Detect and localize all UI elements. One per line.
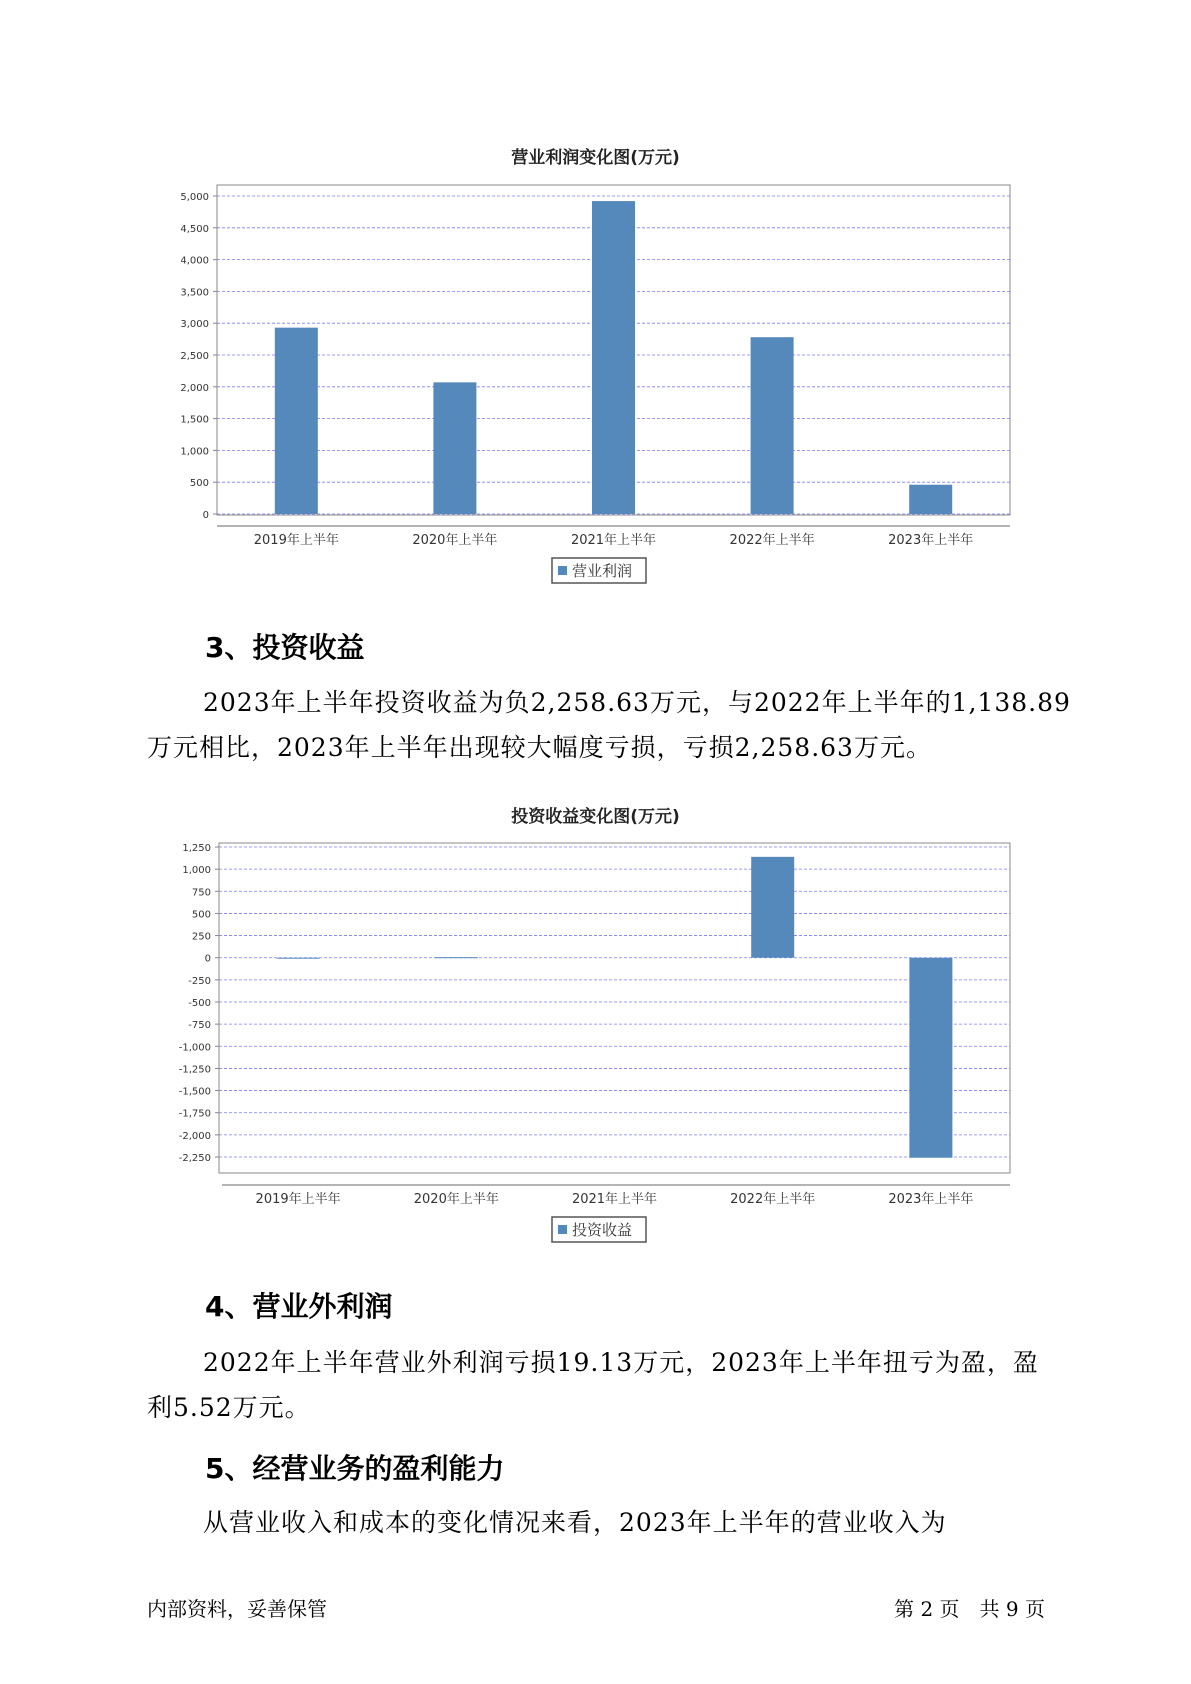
y-tick-label: -1,500	[178, 1086, 211, 1098]
y-tick-label: 1,000	[180, 446, 209, 458]
plot-frame	[219, 843, 1010, 1173]
chart1-title: 营业利润变化图(万元)	[511, 148, 680, 168]
y-tick-label: 1,500	[180, 414, 209, 426]
x-tick-label: 2021年上半年	[570, 533, 657, 548]
y-tick-label: 1,000	[182, 865, 211, 877]
heading-investment-income: 3、投资收益	[205, 631, 365, 664]
legend-label: 营业利润	[572, 562, 633, 580]
y-tick-label: 500	[191, 909, 211, 921]
y-tick-label: 3,500	[180, 287, 209, 299]
bar	[277, 958, 320, 959]
y-tick-label: 0	[204, 953, 211, 965]
legend-swatch	[558, 1225, 567, 1234]
bar	[435, 957, 478, 958]
y-tick-label: 4,000	[180, 255, 209, 267]
legend-label: 投资收益	[572, 1221, 633, 1239]
heading-non-operating-profit: 4、营业外利润	[205, 1290, 393, 1323]
x-tick-label: 2023年上半年	[888, 1192, 974, 1207]
paragraph-profitability	[147, 1500, 1077, 1545]
paragraph-line: 万元相比，2023年上半年出现较大幅度亏损，亏损2,258.63万元。	[147, 733, 932, 762]
x-tick-label: 2022年上半年	[730, 1192, 816, 1207]
y-tick-label: -2,000	[178, 1130, 211, 1142]
bar	[751, 857, 794, 958]
footer-page-number: 第 2 页 共 9 页	[894, 1597, 1045, 1621]
legend	[552, 1217, 646, 1242]
paragraph-line: 利5.52万元。	[147, 1393, 311, 1422]
y-tick-label: 750	[191, 887, 211, 899]
x-tick-label: 2019年上半年	[253, 533, 339, 548]
y-tick-label: 500	[189, 478, 209, 490]
y-tick-label: 4,500	[180, 223, 209, 235]
paragraph-line: 从营业收入和成本的变化情况来看，2023年上半年的营业收入为	[203, 1508, 947, 1537]
y-tick-label: -250	[188, 975, 211, 987]
x-tick-label: 2022年上半年	[729, 533, 815, 548]
y-tick-label: -500	[188, 998, 211, 1009]
heading-profitability: 5、经营业务的盈利能力	[205, 1452, 505, 1485]
y-tick-label: 2,500	[180, 351, 209, 362]
chart2-title: 投资收益变化图(万元)	[511, 807, 680, 827]
paragraph-line: 2023年上半年投资收益为负2,258.63万元，与2022年上半年的1,138.89	[203, 688, 1071, 717]
y-tick-label: 2,000	[180, 382, 209, 394]
y-tick-label: 0	[202, 510, 209, 521]
paragraph-non-operating-profit	[147, 1340, 1077, 1430]
x-tick-label: 2023年上半年	[888, 533, 974, 548]
y-tick-label: 5,000	[180, 192, 209, 203]
y-tick-label: 1,250	[182, 843, 211, 854]
y-tick-label: -2,250	[178, 1153, 211, 1164]
x-tick-label: 2020年上半年	[413, 1192, 499, 1207]
x-tick-label: 2021年上半年	[571, 1192, 658, 1207]
paragraph-line: 2022年上半年营业外利润亏损19.13万元，2023年上半年扭亏为盈，盈	[203, 1348, 1039, 1377]
bar	[909, 958, 952, 1158]
y-tick-label: -1,000	[178, 1042, 211, 1054]
y-tick-label: -750	[188, 1020, 211, 1032]
y-tick-label: 250	[191, 931, 211, 943]
y-tick-label: 3,000	[180, 319, 209, 331]
footer-confidential-note: 内部资料，妥善保管	[147, 1597, 327, 1621]
x-tick-label: 2019年上半年	[255, 1192, 341, 1207]
y-tick-label: -1,750	[178, 1108, 211, 1120]
y-tick-label: -1,250	[178, 1064, 211, 1076]
x-tick-label: 2020年上半年	[412, 533, 498, 548]
